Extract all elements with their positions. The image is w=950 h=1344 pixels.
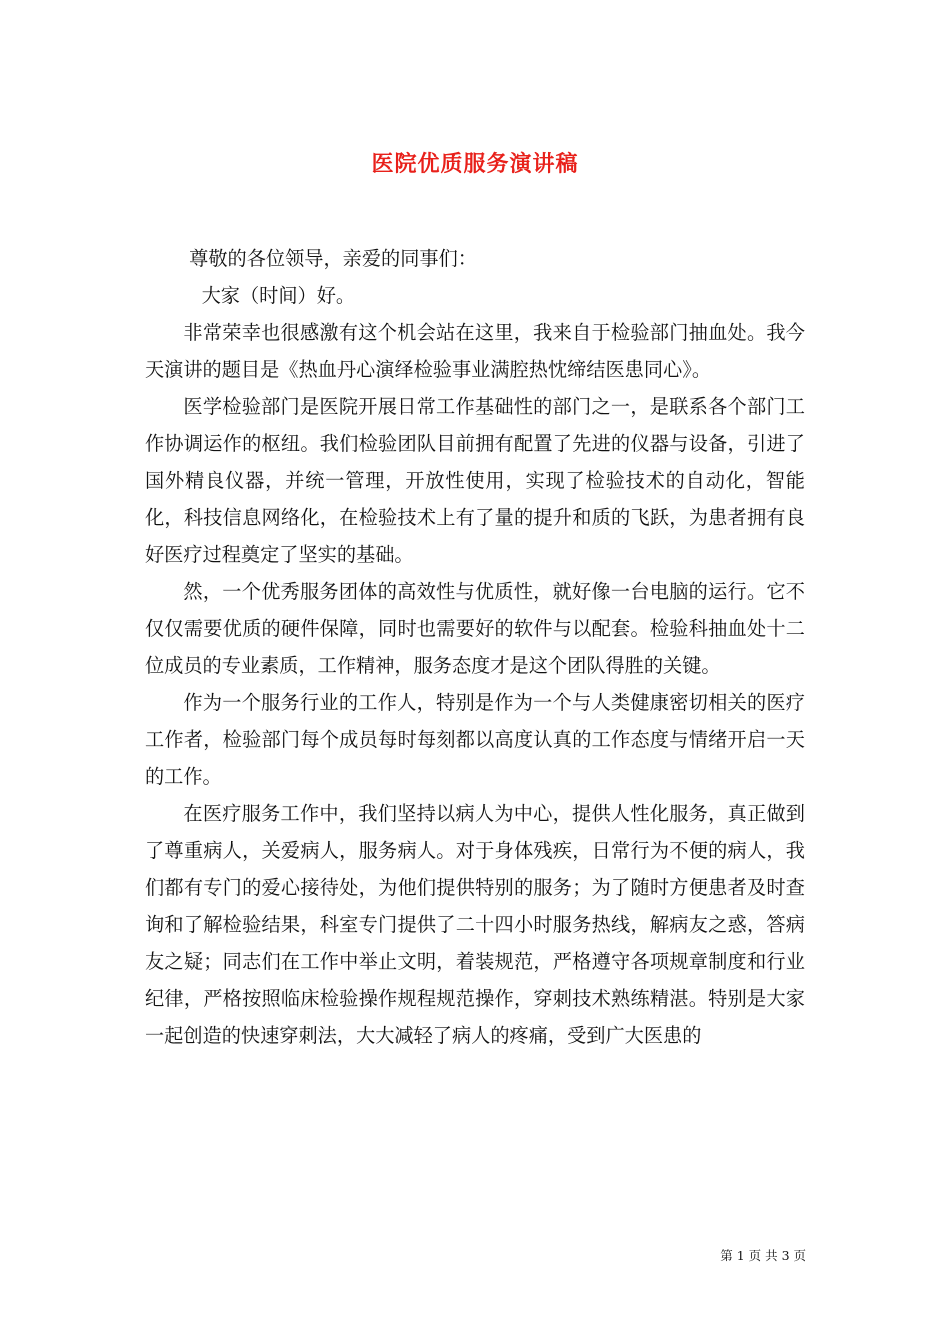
paragraph-greeting: 大家（时间）好。: [201, 284, 356, 307]
paragraph-department: 医学检验部门是医院开展日常工作基础性的部门之一，是联系各个部门工作协调运作的枢纽。我们检验团队目前拥有配置了先进的仪器与设备，引进了国外精良仪器，并统一管理，开放性使用，实现了检验技术的自动化，智能化，科技信息网络化，在检验技术上有了量的提升和质的飞跃，为患者拥有良好医疗过程奠定了坚实的基础。: [145, 395, 805, 566]
document-title: 医院优质服务演讲稿: [371, 150, 579, 177]
paragraph-service: 在医疗服务工作中，我们坚持以病人为中心，提供人性化服务，真正做到了尊重病人，关爱病人，服务病人。对于身体残疾，日常行为不便的病人，我们都有专门的爱心接待处，为他们提供特别的服务；为了随时方便患者及时查询和了解检验结果，科室专门提供了二十四小时服务热线，解病友之惑，答病友之疑；同志们在工作中举止文明，着装规范，严格遵守各项规章制度和行业纪律，严格按照临床检验操作规程规范操作，穿刺技术熟练精湛。特别是大家一起创造的快速穿刺法，大大减轻了病人的疼痛，受到广大医患的: [145, 802, 805, 1047]
page-number-footer: 第 1 页 共 3 页: [720, 1248, 806, 1263]
paragraph-team: 然，一个优秀服务团体的高效性与优质性，就好像一台电脑的运行。它不仅仅需要优质的硬件保障，同时也需要好的软件与以配套。检验科抽血处十二位成员的专业素质，工作精神，服务态度才是这个团队得胜的关键。: [145, 580, 805, 677]
paragraph-salutation: 尊敬的各位领导，亲爱的同事们：: [189, 247, 477, 270]
paragraph-attitude: 作为一个服务行业的工作人，特别是作为一个与人类健康密切相关的医疗工作者，检验部门每个成员每时每刻都以高度认真的工作态度与情绪开启一天的工作。: [145, 691, 805, 788]
document-body: [145, 240, 805, 1054]
paragraph-introduction: 非常荣幸也很感激有这个机会站在这里，我来自于检验部门抽血处。我今天演讲的题目是《热血丹心演绎检验事业满腔热忱缔结医患同心》。: [145, 321, 805, 381]
